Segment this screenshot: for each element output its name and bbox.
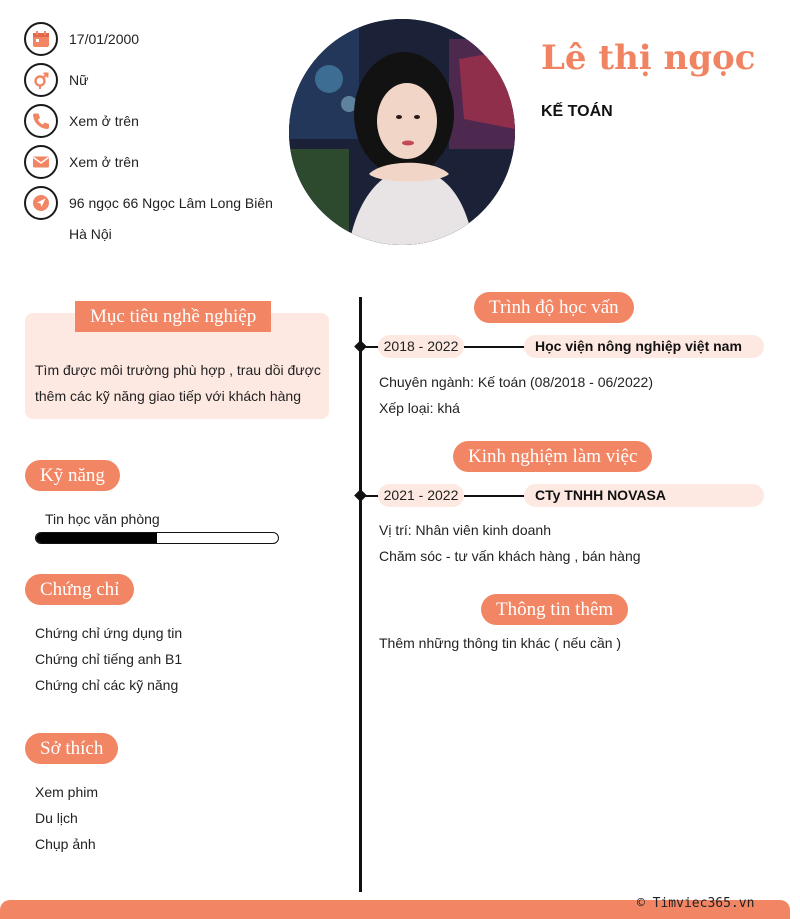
certificates-list <box>35 620 182 698</box>
experience-period: 2021 - 2022 <box>378 484 464 507</box>
hobbies-title: Sở thích <box>25 733 118 764</box>
timeline-line <box>359 297 362 892</box>
address-line1: 96 ngọc 66 Ngọc Lâm Long Biên <box>69 195 273 211</box>
education-title: Trình độ học vấn <box>474 292 634 323</box>
phone-icon <box>24 104 58 138</box>
experience-duties: Chăm sóc - tư vấn khách hàng , bán hàng <box>379 548 641 564</box>
skill-level-fill <box>36 533 157 543</box>
address-text <box>69 186 273 250</box>
gender-text: Nữ <box>69 72 89 88</box>
email-text: Xem ở trên <box>69 154 139 170</box>
contact-address <box>24 186 273 250</box>
address-line2: Hà Nội <box>69 226 112 242</box>
gender-icon <box>24 63 58 97</box>
education-period: 2018 - 2022 <box>378 335 464 358</box>
skill-level-bar <box>35 532 279 544</box>
contact-phone <box>24 104 139 138</box>
list-item: Chụp ảnh <box>35 836 96 852</box>
additional-title: Thông tin thêm <box>481 594 628 625</box>
hobbies-list <box>35 779 98 857</box>
contact-email <box>24 145 139 179</box>
experience-position: Vị trí: Nhân viên kinh doanh <box>379 522 551 538</box>
timeline-connector <box>464 346 526 348</box>
experience-title: Kinh nghiệm làm việc <box>453 441 652 472</box>
education-details <box>379 369 653 421</box>
timeline-connector <box>464 495 526 497</box>
experience-details <box>379 517 641 569</box>
mail-icon <box>24 145 58 179</box>
education-school: Học viện nông nghiệp việt nam <box>524 335 764 358</box>
contact-birthday <box>24 22 139 56</box>
skill-name: Tin học văn phòng <box>45 511 160 527</box>
phone-text: Xem ở trên <box>69 113 139 129</box>
list-item: Chứng chỉ các kỹ năng <box>35 677 179 693</box>
skills-title: Kỹ năng <box>25 460 120 491</box>
list-item: Xem phim <box>35 784 99 800</box>
experience-company: CTy TNHH NOVASA <box>524 484 764 507</box>
list-item: Du lịch <box>35 810 78 826</box>
birthday-text: 17/01/2000 <box>69 31 140 47</box>
objective-line: thêm các kỹ năng giao tiếp với khách hàng <box>35 388 302 404</box>
candidate-name: Lê thị ngọc <box>541 38 756 78</box>
list-item: Chứng chỉ tiếng anh B1 <box>35 651 183 667</box>
objective-text <box>35 357 327 409</box>
job-title: KẾ TOÁN <box>541 103 613 120</box>
additional-text: Thêm những thông tin khác ( nếu cần ) <box>379 635 622 651</box>
watermark: © Timviec365.vn <box>637 896 755 911</box>
certificates-title: Chứng chỉ <box>25 574 134 605</box>
objective-title: Mục tiêu nghề nghiệp <box>75 301 271 332</box>
objective-line: Tìm được môi trường phù hợp , trau dồi được <box>35 362 321 378</box>
list-item: Chứng chỉ ứng dụng tin <box>35 625 183 641</box>
calendar-icon <box>24 22 58 56</box>
education-major: Chuyên ngành: Kế toán (08/2018 - 06/2022) <box>379 374 653 390</box>
contact-gender <box>24 63 88 97</box>
avatar <box>289 19 515 245</box>
location-icon <box>24 186 58 220</box>
education-grade: Xếp loại: khá <box>379 400 460 416</box>
